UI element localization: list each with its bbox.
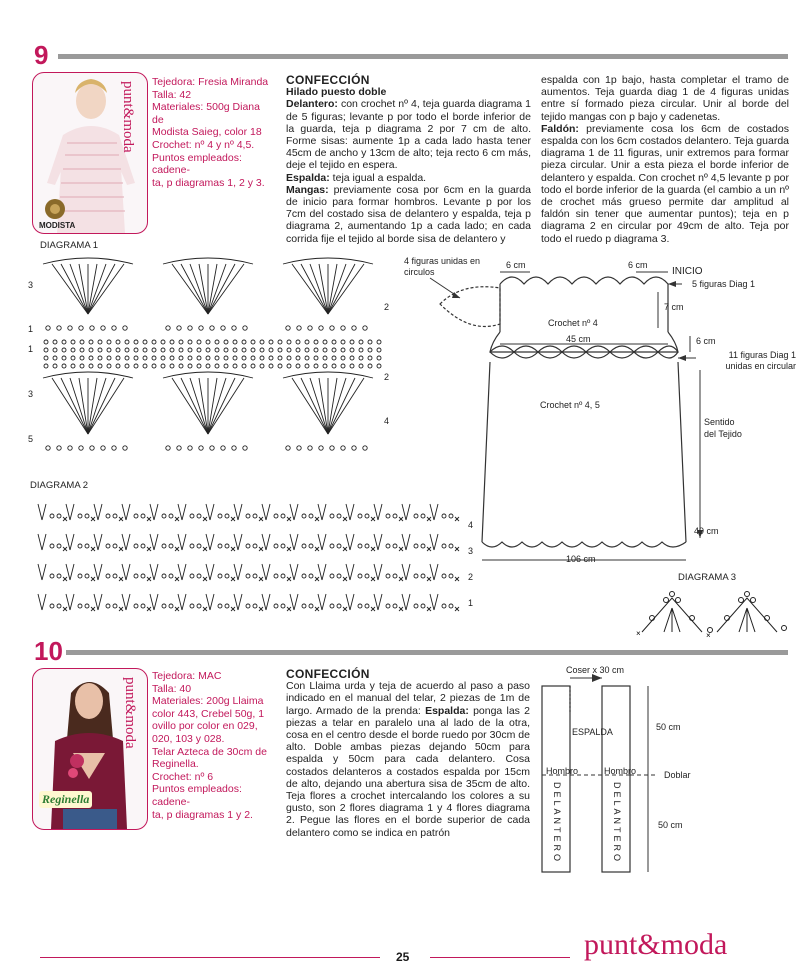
- label-delantero-left: DELANTERO: [552, 782, 562, 865]
- confeccion-title-10: CONFECCIÓN: [286, 667, 370, 681]
- meta-line: Materiales: 500g Diana de: [152, 101, 260, 126]
- row-number: 3: [28, 280, 34, 290]
- model-photo-10: [32, 668, 148, 830]
- section-divider-10: [66, 650, 788, 655]
- label-hombro-right: Hombro: [604, 766, 637, 776]
- para-mangas-cont: espalda con 1p bajo, hasta completar el tramo de aumentos. Teja guarda diag 1 de 4 figuras unidas entre sí formado pieza circular. Unir al borde del tejido mangas con p bajo y cadenetas.: [541, 74, 789, 123]
- label-delantero-right: DELANTERO: [612, 782, 622, 865]
- label-delantero: Delantero:: [286, 98, 338, 111]
- meta-line: Talla: 42: [152, 88, 192, 101]
- label-espalda: Espalda:: [286, 171, 330, 184]
- dim-width-45: 45 cm: [566, 334, 591, 344]
- meta-line: Materiales: 200g Llaima: [152, 695, 264, 708]
- dim-height-49: 49 cm: [694, 526, 719, 536]
- meta-line: Puntos empleados: cadene-: [152, 151, 242, 177]
- project-details-9: [152, 76, 272, 189]
- confeccion-title-9: CONFECCIÓN: [286, 73, 370, 87]
- diagram-2-symbols: [38, 504, 459, 611]
- label-crochet-45: Crochet nº 4, 5: [540, 400, 600, 410]
- meta-line: ta, p diagramas 1 y 2.: [152, 808, 253, 821]
- svg-text:×: ×: [636, 629, 641, 638]
- text-armado: Con Llaima urda y teja de acuerdo al paso a paso indicado en el manual del telar, 2 piezas de 1m de largo. Armado de la prenda:: [286, 680, 530, 717]
- para-delantero: [286, 98, 531, 171]
- instructions-col-2: [541, 74, 789, 245]
- diagram-3-chart: [632, 584, 792, 640]
- meta-line: color 443, Crebel 50g, 1: [152, 707, 265, 720]
- label-coser: Coser x 30 cm: [566, 665, 625, 675]
- text-espalda-10: ponga las 2 piezas a telar en paralelo una al lado de la otra, cosa en el centro desde el borde ruedo por 30cm de alto. Doble ambas piezas dejando 50cm para espalda y 50cm para cada delantero. Cosa costados delanteros a costados espalda por 15cm de alto, dejando una abertura sisa de 35cm de alto. Teja flores a crochet intercalando los colores a su gusto, son 2 flores diagrama 1 y 4 flores diagrama 2. Pegue las flores en el borde superior de cada delantero como se indica en patrón: [286, 704, 530, 839]
- instructions-col-1: [286, 74, 531, 245]
- meta-line: Telar Azteca de 30cm de: [152, 745, 267, 758]
- text-delantero: con crochet nº 4, teja guarda diagrama 1 de 5 figuras; levante p por todo el borde inferior de la guarda, teja p diagrama 2 por 7 cm de alto. Forme sisas: aumente 1p a cada lado hasta tener 45cm de ancho y 13cm de alto; teja recto 6 cm más, deje el tejido en espera.: [286, 98, 531, 172]
- dim-width-106: 106 cm: [566, 554, 596, 564]
- footer-brand: punt&moda: [584, 928, 728, 961]
- photo-brand-10: punt&moda: [122, 677, 138, 749]
- para-faldon: [541, 123, 789, 245]
- meta-line: Modista Saieg, color 18: [152, 126, 262, 139]
- row-number: 2: [384, 302, 390, 312]
- sleeve-note: 4 figuras unidas en circulos: [404, 256, 481, 277]
- dim-height-50-bottom: 50 cm: [658, 820, 683, 830]
- meta-line: ta, p diagramas 1, 2 y 3.: [152, 176, 265, 189]
- meta-line: Crochet: nº 4 y nº 4,5.: [152, 138, 255, 151]
- dim-height-50-top: 50 cm: [656, 722, 681, 732]
- project-details-10: [152, 670, 277, 821]
- label-diag-top: 5 figuras Diag 1: [692, 279, 756, 289]
- instructions-col-10: [286, 668, 530, 839]
- label-faldon: Faldón:: [541, 122, 579, 135]
- meta-line: Talla: 40: [152, 682, 192, 695]
- text-espalda: teja igual a espalda.: [329, 171, 427, 184]
- meta-line: 020, 103 y 028.: [152, 732, 225, 745]
- meta-line: Puntos empleados: cadene-: [152, 783, 242, 808]
- section-number-10: 10: [34, 636, 63, 666]
- label-espalda-schem: ESPALDA: [572, 727, 613, 737]
- section-number-9: 9: [34, 40, 49, 70]
- photo-brand-9: punt&moda: [120, 81, 136, 153]
- label-sentido: Sentido del Tejido: [704, 417, 742, 439]
- dim-shoulder-right: 6 cm: [628, 260, 648, 270]
- model-photo-9: [32, 72, 148, 234]
- row-number: 1: [28, 344, 34, 354]
- svg-text:×: ×: [706, 631, 711, 640]
- meta-line: Tejedora: MAC: [152, 670, 222, 682]
- photo-label-modista: MODISTA: [39, 221, 76, 230]
- text-faldon: previamente cosa los 6cm de costados espalda con los 6cm costados delantero. Teja guarda diagrama 1 de 11 figuras, unir extremos para formar pieza circular. Unir a esta pieza el borde inferior de delantero y espalda. Con crochet nº 4,5 levante p por todo el borde inferior de la guarda (el cambio a un nº de crochet más grueso permite dar amplitud al faldón sin tener que aumentar puntos); teja en p diagrama 2 en circular por 49cm de alto. Teja por todo el ruedo p diagrama 3.: [541, 122, 789, 245]
- para-armado: [286, 680, 530, 839]
- text-mangas: previamente cosa por 6cm en la guarda de inicio para formar hombros. Levante p por los 7cm del costado sisa de delantero y espalda, teja p diagrama 2, aumentando 1p a cada lado; en cada corrida fije el tejido al borde sisa de delantero y: [286, 183, 531, 245]
- row-number: 2: [468, 572, 474, 582]
- subtitle-hilado: Hilado puesto doble: [286, 86, 387, 99]
- row-number: 2: [384, 372, 390, 382]
- section-divider-9: [58, 54, 788, 59]
- dim-height-7: 7 cm: [664, 302, 684, 312]
- row-number: 5: [28, 434, 34, 444]
- meta-line: Crochet: nº 6: [152, 770, 214, 783]
- para-mangas: [286, 184, 531, 245]
- row-number: 1: [468, 598, 474, 608]
- dim-shoulder-left: 6 cm: [506, 260, 526, 270]
- meta-line: Reginella.: [152, 758, 199, 771]
- diagram-1-symbols: [43, 258, 381, 450]
- meta-line: ovillo por color en 029,: [152, 720, 258, 733]
- para-espalda: [286, 172, 531, 184]
- footer-line-left: [40, 957, 380, 958]
- row-number: 3: [28, 389, 34, 399]
- row-number: 4: [468, 520, 474, 530]
- label-diag-mid: 11 figuras Diag 1 unidas en circular: [725, 350, 796, 371]
- label-doblar: Doblar: [664, 770, 691, 780]
- label-crochet-4: Crochet nº 4: [548, 318, 598, 328]
- meta-line: Tejedora: Fresia Miranda: [152, 76, 269, 88]
- label-espalda-10: Espalda:: [425, 704, 469, 717]
- dim-height-6: 6 cm: [696, 336, 716, 346]
- row-number: 3: [468, 546, 474, 556]
- page-number: 25: [396, 950, 410, 964]
- diagram-1-label: DIAGRAMA 1: [40, 240, 99, 251]
- row-number: 1: [28, 324, 34, 334]
- photo-logo-reginella: Reginella: [39, 791, 92, 808]
- diagram-2-label: DIAGRAMA 2: [30, 480, 89, 491]
- label-inicio: INICIO: [672, 266, 703, 277]
- label-mangas: Mangas:: [286, 183, 329, 196]
- label-hombro-left: Hombro: [546, 766, 579, 776]
- row-number: 4: [384, 416, 390, 426]
- diagram-3-label: DIAGRAMA 3: [678, 572, 737, 583]
- diagram-1-chart: [28, 252, 398, 474]
- footer-line-right: [430, 957, 570, 958]
